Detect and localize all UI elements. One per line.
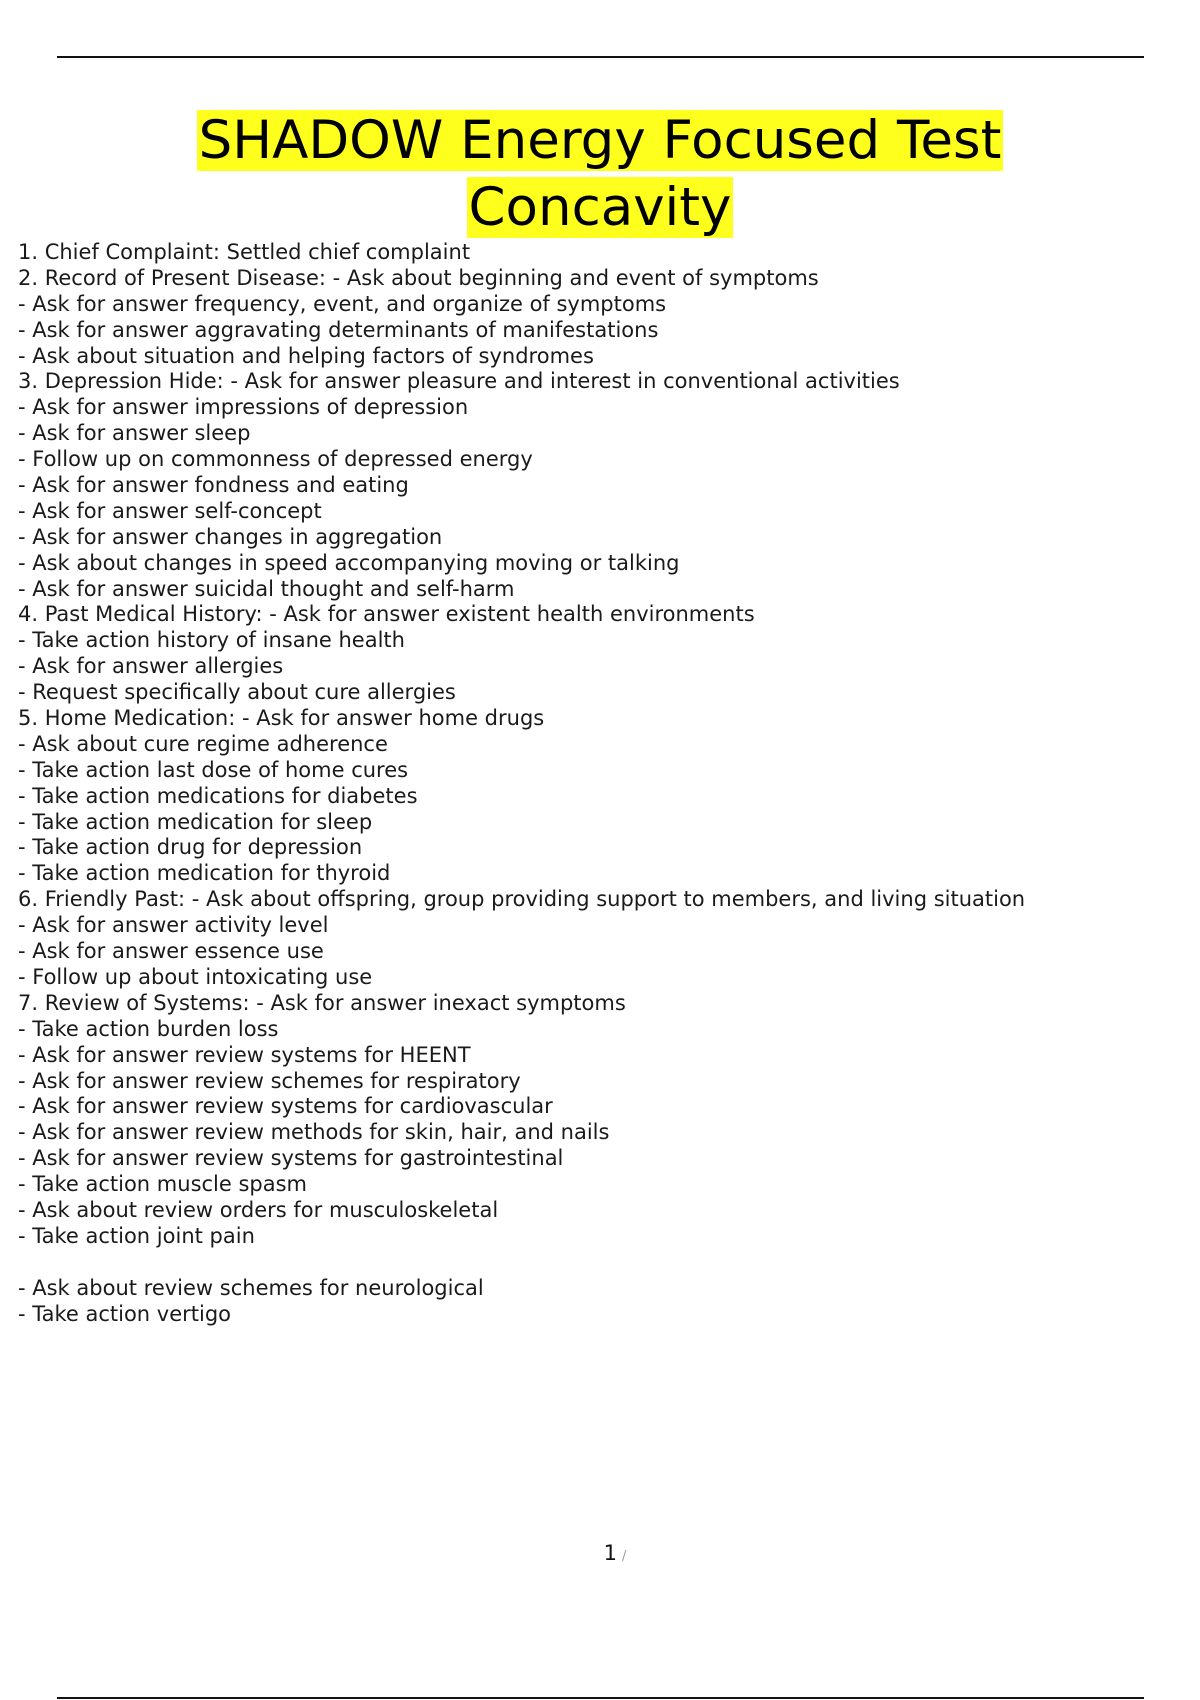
page-number xyxy=(0,1541,1200,1565)
text-line: 5. Home Medication: - Ask for answer home drugs xyxy=(18,706,545,731)
text-line: 2. Record of Present Disease: - Ask about beginning and event of symptoms xyxy=(18,265,819,290)
text-line: - Ask for answer activity level xyxy=(18,913,329,938)
document-title xyxy=(0,107,1200,241)
title-line-1: SHADOW Energy Focused Test xyxy=(198,110,1002,171)
text-line: - Take action drug for depression xyxy=(18,835,363,860)
document-body xyxy=(18,240,1178,1327)
bottom-rule xyxy=(57,1697,1144,1699)
text-line: - Ask for answer allergies xyxy=(18,654,284,679)
text-line: - Ask for answer suicidal thought and self-harm xyxy=(18,576,515,601)
text-line: - Ask for answer review systems for HEENT xyxy=(18,1042,471,1067)
top-rule xyxy=(57,56,1144,58)
page-separator: / xyxy=(621,1549,627,1564)
text-line: 1. Chief Complaint: Settled chief complaint xyxy=(18,240,471,264)
text-line: - Ask about cure regime adherence xyxy=(18,731,388,756)
text-line: - Take action burden loss xyxy=(18,1016,279,1041)
blank-line xyxy=(18,1250,1178,1276)
text-line: - Follow up on commonness of depressed energy xyxy=(18,447,533,472)
text-line: - Follow up about intoxicating use xyxy=(18,964,373,989)
text-line: - Ask about situation and helping factors of syndromes xyxy=(18,343,594,368)
text-line: - Ask for answer self-concept xyxy=(18,498,322,523)
text-line: - Take action medication for thyroid xyxy=(18,861,391,886)
text-line: 4. Past Medical History: - Ask for answer existent health environments xyxy=(18,602,755,627)
text-line: 3. Depression Hide: - Ask for answer pleasure and interest in conventional activities xyxy=(18,369,900,394)
text-line: - Ask for answer impressions of depression xyxy=(18,395,469,420)
text-line: - Ask for answer review systems for cardiovascular xyxy=(18,1094,553,1119)
text-line: - Ask for answer review systems for gastrointestinal xyxy=(18,1146,564,1171)
text-line: - Ask for answer fondness and eating xyxy=(18,473,409,498)
text-line: - Take action joint pain xyxy=(18,1223,255,1248)
text-line: 7. Review of Systems: - Ask for answer inexact symptoms xyxy=(18,990,626,1015)
text-line: - Take action history of insane health xyxy=(18,628,405,653)
text-line: - Take action last dose of home cures xyxy=(18,757,409,782)
text-line: - Ask for answer review methods for skin, hair, and nails xyxy=(18,1120,610,1145)
text-line: - Ask for answer sleep xyxy=(18,421,251,446)
text-line: - Ask for answer aggravating determinants of manifestations xyxy=(18,317,659,342)
text-line: - Ask about review orders for musculoskeletal xyxy=(18,1197,499,1222)
text-line: - Take action medications for diabetes xyxy=(18,783,418,808)
page-number-value: 1 xyxy=(603,1541,617,1565)
text-line: - Ask for answer changes in aggregation xyxy=(18,524,443,549)
text-line: - Take action muscle spasm xyxy=(18,1172,308,1197)
text-line: - Take action medication for sleep xyxy=(18,809,373,834)
text-line: - Request specifically about cure allergies xyxy=(18,680,456,705)
text-line: - Ask for answer essence use xyxy=(18,939,324,964)
text-line: - Take action vertigo xyxy=(18,1301,232,1326)
text-line: - Ask for answer frequency, event, and organize of symptoms xyxy=(18,291,667,316)
text-line: 6. Friendly Past: - Ask about offspring, group providing support to members, and living situation xyxy=(18,887,1026,912)
text-line: - Ask about changes in speed accompanying moving or talking xyxy=(18,550,680,575)
text-line: - Ask for answer review schemes for respiratory xyxy=(18,1068,521,1093)
title-line-2: Concavity xyxy=(468,177,732,238)
text-line: - Ask about review schemes for neurological xyxy=(18,1275,484,1300)
